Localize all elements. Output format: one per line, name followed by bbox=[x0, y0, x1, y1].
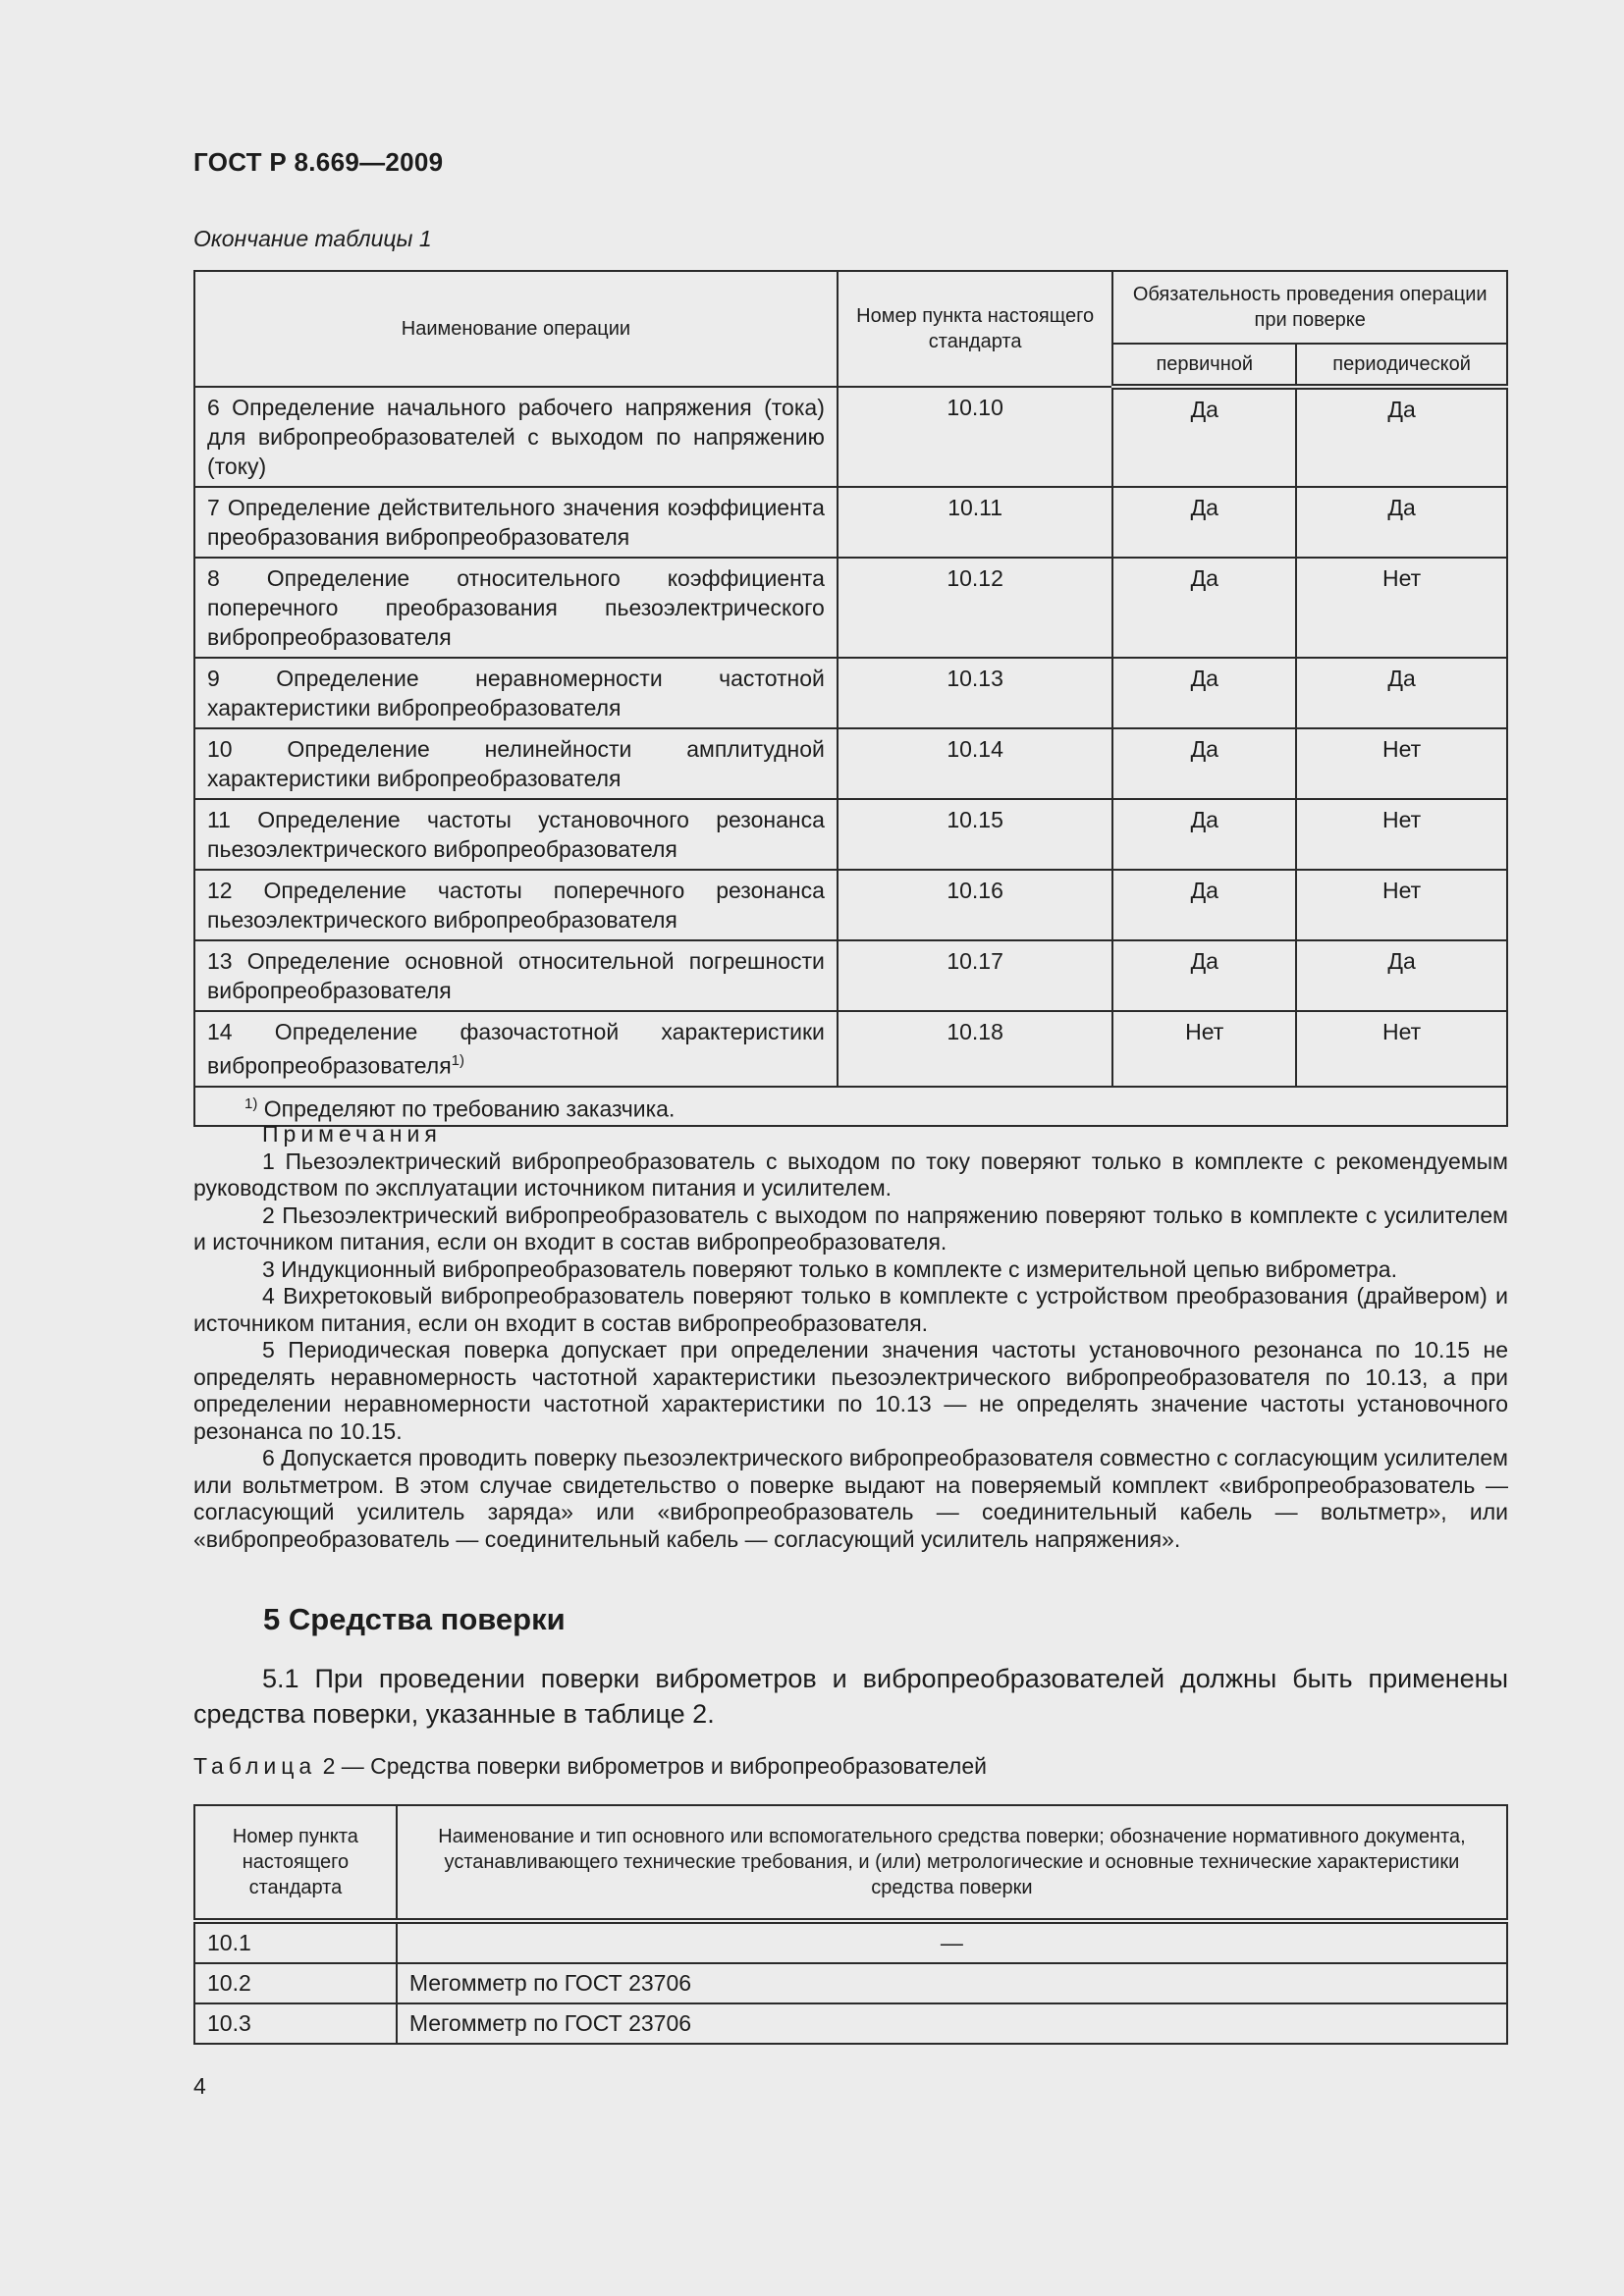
table-row bbox=[194, 2003, 1507, 2044]
table-row bbox=[194, 658, 1507, 728]
periodic-value: Да bbox=[1296, 940, 1507, 1011]
clause-number: 10.17 bbox=[838, 940, 1113, 1011]
operation-name: 7 Определение действительного значения коэффициента преобразования вибропреобразователя bbox=[194, 487, 838, 558]
note-item: 3 Индукционный вибропреобразователь поверяют только в комплекте с измерительной цепью виброметра. bbox=[262, 1255, 1397, 1282]
table-row bbox=[194, 1963, 1507, 2003]
clause-number: 10.15 bbox=[838, 799, 1113, 870]
primary-value: Да bbox=[1112, 487, 1296, 558]
clause-number: 10.12 bbox=[838, 558, 1113, 658]
table2-caption: Таблица 2 — Средства поверки виброметров и вибропреобразователей bbox=[193, 1753, 987, 1779]
primary-value: Да bbox=[1112, 728, 1296, 799]
primary-value: Нет bbox=[1112, 1011, 1296, 1087]
clause-number: 10.16 bbox=[838, 870, 1113, 940]
means-value: — bbox=[397, 1921, 1507, 1963]
notes-title: Примечания bbox=[262, 1121, 442, 1147]
table-row bbox=[194, 487, 1507, 558]
t1-header-periodic: периодической bbox=[1296, 344, 1507, 387]
table-row bbox=[194, 1921, 1507, 1963]
page-number: 4 bbox=[193, 2073, 206, 2099]
operation-name: 8 Определение относительного коэффициента поперечного преобразования пьезоэлектрического вибропреобразователя bbox=[194, 558, 838, 658]
note-item: 2 Пьезоэлектрический вибропреобразователь с выходом по напряжению поверяют только в комплекте с усилителем и источником питания, если он входит в состав вибропреобразователя. bbox=[193, 1201, 1508, 1255]
t1-header-clause: Номер пункта настоящего стандарта bbox=[838, 271, 1113, 387]
t1-header-name: Наименование операции bbox=[194, 271, 838, 387]
t2-header-clause: Номер пункта настоящего стандарта bbox=[194, 1805, 397, 1921]
periodic-value: Нет bbox=[1296, 558, 1507, 658]
clause-number: 10.11 bbox=[838, 487, 1113, 558]
t2-header-means: Наименование и тип основного или вспомогательного средства поверки; обозначение нормативного документа, устанавливающего технические требования, и (или) метрологические и основные технические характеристики средства поверки bbox=[397, 1805, 1507, 1921]
table1 bbox=[193, 270, 1508, 1127]
table-row bbox=[194, 1011, 1507, 1087]
periodic-value: Нет bbox=[1296, 870, 1507, 940]
table-row bbox=[194, 558, 1507, 658]
periodic-value: Нет bbox=[1296, 1011, 1507, 1087]
t1-header-group: Обязательность проведения операции при поверке bbox=[1112, 271, 1507, 344]
section-title: 5 Средства поверки bbox=[263, 1602, 566, 1636]
clause-number: 10.18 bbox=[838, 1011, 1113, 1087]
table-row bbox=[194, 728, 1507, 799]
primary-value: Да bbox=[1112, 387, 1296, 487]
operation-name: 6 Определение начального рабочего напряжения (тока) для вибропреобразователей с выходом по напряжению (току) bbox=[194, 387, 838, 487]
t1-header-primary: первичной bbox=[1112, 344, 1296, 387]
footnote-ref: 1) bbox=[451, 1052, 464, 1069]
operation-name: 10 Определение нелинейности амплитудной характеристики вибропреобразователя bbox=[194, 728, 838, 799]
clause-number: 10.2 bbox=[194, 1963, 397, 2003]
operation-name: 9 Определение неравномерности частотной характеристики вибропреобразователя bbox=[194, 658, 838, 728]
notes bbox=[193, 1121, 1508, 1553]
clause-number: 10.3 bbox=[194, 2003, 397, 2044]
primary-value: Да bbox=[1112, 658, 1296, 728]
table-footnote: $^{1)}$ Определяют по требованию заказчика. bbox=[194, 1087, 1507, 1127]
clause-number: 10.14 bbox=[838, 728, 1113, 799]
periodic-value: Да bbox=[1296, 387, 1507, 487]
primary-value: Да bbox=[1112, 870, 1296, 940]
clause-number: 10.1 bbox=[194, 1921, 397, 1963]
table-row bbox=[194, 940, 1507, 1011]
primary-value: Да bbox=[1112, 799, 1296, 870]
footnote-mark: 1) bbox=[244, 1095, 258, 1112]
table2-label: Таблица bbox=[193, 1753, 317, 1779]
table1-caption: Окончание таблицы 1 bbox=[193, 226, 432, 251]
table2 bbox=[193, 1804, 1508, 2045]
periodic-value: Нет bbox=[1296, 799, 1507, 870]
operation-name: 11 Определение частоты установочного резонанса пьезоэлектрического вибропреобразователя bbox=[194, 799, 838, 870]
periodic-value: Нет bbox=[1296, 728, 1507, 799]
periodic-value: Да bbox=[1296, 658, 1507, 728]
means-value: Мегомметр по ГОСТ 23706 bbox=[397, 2003, 1507, 2044]
table-row bbox=[194, 870, 1507, 940]
note-item: 6 Допускается проводить поверку пьезоэлектрического вибропреобразователя совместно с согласующим усилителем или вольтметром. В этом случае свидетельство о поверке выдают на поверяемый комплект «вибропреобразователь — согласующий усилитель заряда» или «вибропреобразователь — соединительный кабель — вольтметр», или «вибропреобразователь — соединительный кабель — согласующий усилитель напряжения». bbox=[193, 1445, 1508, 1552]
note-item: 4 Вихретоковый вибропреобразователь поверяют только в комплекте с устройством преобразования (драйвером) и источником питания, если он входит в состав вибропреобразователя. bbox=[193, 1283, 1508, 1336]
operation-name: 12 Определение частоты поперечного резонанса пьезоэлектрического вибропреобразователя bbox=[194, 870, 838, 940]
table-row bbox=[194, 387, 1507, 487]
clause-number: 10.13 bbox=[838, 658, 1113, 728]
periodic-value: Да bbox=[1296, 487, 1507, 558]
operation-name: 13 Определение основной относительной погрешности вибропреобразователя bbox=[194, 940, 838, 1011]
primary-value: Да bbox=[1112, 940, 1296, 1011]
table-row bbox=[194, 799, 1507, 870]
note-item: 5 Периодическая поверка допускает при определении значения частоты установочного резонанса по 10.15 не определять неравномерность частотной характеристики пьезоэлектрического вибропреобразователя по 10.13, а при определении неравномерности частотной характеристики по 10.13 — не определять значение частоты установочного резонанса по 10.15. bbox=[193, 1337, 1508, 1444]
primary-value: Да bbox=[1112, 558, 1296, 658]
note-item: 1 Пьезоэлектрический вибропреобразователь с выходом по току поверяют только в комплекте с рекомендуемым руководством по эксплуатации источником питания и усилителем. bbox=[193, 1148, 1508, 1201]
standard-code: ГОСТ Р 8.669—2009 bbox=[193, 147, 444, 177]
section-paragraph: 5.1 При проведении поверки виброметров и вибропреобразователей должны быть применены средства поверки, указанные в таблице 2. bbox=[193, 1664, 1508, 1729]
means-value: Мегомметр по ГОСТ 23706 bbox=[397, 1963, 1507, 2003]
operation-name: 14 Определение фазочастотной характеристики вибропреобразователя$^{1)}$ bbox=[194, 1011, 838, 1087]
clause-number: 10.10 bbox=[838, 387, 1113, 487]
